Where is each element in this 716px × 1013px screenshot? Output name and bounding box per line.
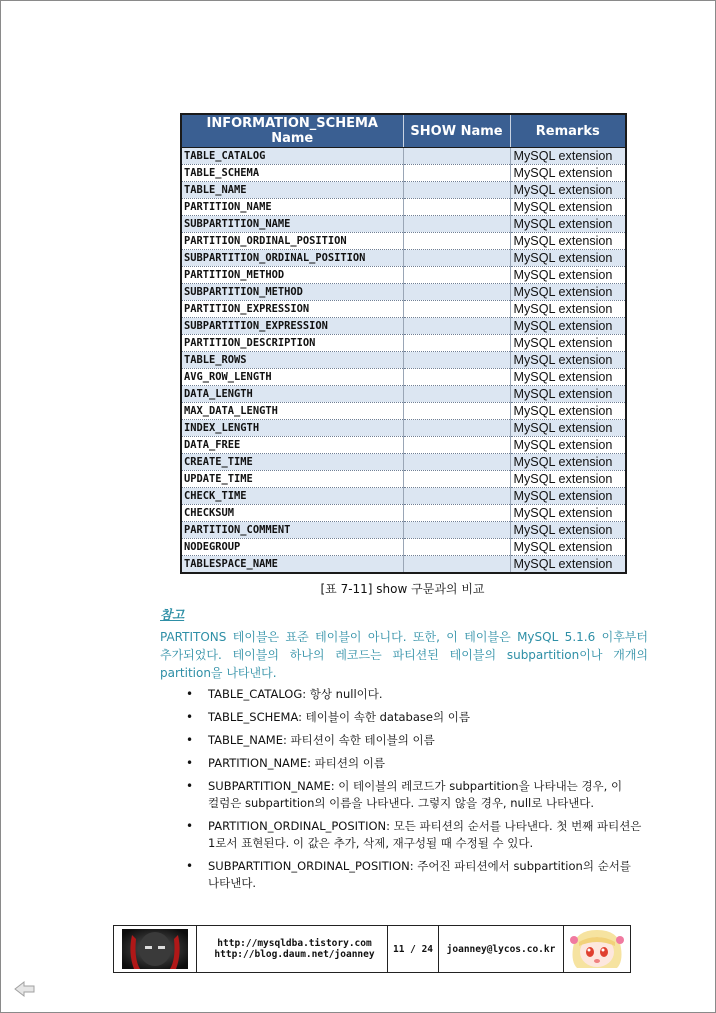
table-row (181, 165, 626, 182)
table-row (181, 420, 626, 437)
cell-show-name (403, 335, 510, 352)
bullet-icon: • (186, 710, 194, 724)
cell-schema-name: PARTITION_METHOD (181, 267, 403, 284)
footer-left-image-cell (114, 926, 197, 972)
cell-remarks: MySQL extension (510, 505, 626, 522)
cell-remarks: MySQL extension (510, 165, 626, 182)
table-row (181, 199, 626, 216)
cell-remarks: MySQL extension (510, 182, 626, 199)
footer-blog-links (197, 926, 388, 972)
cell-show-name (403, 420, 510, 437)
bullet-icon: • (186, 687, 194, 701)
cell-show-name (403, 488, 510, 505)
cell-show-name (403, 539, 510, 556)
cartoon-girl-avatar-icon (565, 928, 629, 970)
cell-show-name (403, 454, 510, 471)
cell-show-name (403, 182, 510, 199)
cell-show-name (403, 165, 510, 182)
table-row (181, 233, 626, 250)
list-item-text: PARTITION_ORDINAL_POSITION: 모든 파티션의 순서를 나타낸다. 첫 번째 파티션은 1로서 표현된다. 이 값은 추가, 삭제, 재구성될 때 수정될 수 있다. (208, 819, 642, 850)
cell-schema-name: PARTITION_NAME (181, 199, 403, 216)
table-caption: [표 7-11] show 구문과의 비교 (320, 582, 485, 596)
page-number: 11 / 24 (388, 926, 439, 972)
list-item-text: TABLE_CATALOG: 항상 null이다. (208, 687, 383, 701)
list-item (160, 709, 644, 726)
cell-show-name (403, 148, 510, 165)
cell-show-name (403, 199, 510, 216)
blog-link-daum[interactable]: http://blog.daum.net/joanney (214, 949, 375, 960)
cell-remarks: MySQL extension (510, 539, 626, 556)
cell-schema-name: TABLESPACE_NAME (181, 556, 403, 574)
page-footer (113, 925, 631, 973)
table-row (181, 505, 626, 522)
table-row (181, 522, 626, 539)
back-arrow-icon[interactable] (14, 980, 36, 998)
footer-right-image-cell (564, 926, 630, 972)
cell-show-name (403, 369, 510, 386)
cell-schema-name: SUBPARTITION_EXPRESSION (181, 318, 403, 335)
cell-schema-name: TABLE_NAME (181, 182, 403, 199)
table-row (181, 216, 626, 233)
cell-schema-name: SUBPARTITION_NAME (181, 216, 403, 233)
cell-schema-name: TABLE_CATALOG (181, 148, 403, 165)
list-item (160, 755, 644, 772)
cell-schema-name: UPDATE_TIME (181, 471, 403, 488)
list-item (160, 732, 644, 749)
bullet-icon: • (186, 756, 194, 770)
cell-remarks: MySQL extension (510, 148, 626, 165)
table-row (181, 284, 626, 301)
cell-schema-name: NODEGROUP (181, 539, 403, 556)
table-row (181, 352, 626, 369)
table-row (181, 471, 626, 488)
cell-show-name (403, 284, 510, 301)
header-show-name: SHOW Name (403, 114, 510, 148)
cell-schema-name: DATA_FREE (181, 437, 403, 454)
cell-schema-name: CREATE_TIME (181, 454, 403, 471)
table-body (181, 148, 626, 574)
cell-remarks: MySQL extension (510, 335, 626, 352)
cell-remarks: MySQL extension (510, 233, 626, 250)
cell-schema-name: CHECK_TIME (181, 488, 403, 505)
cell-remarks: MySQL extension (510, 216, 626, 233)
partitions-comparison-table (180, 113, 627, 574)
list-item-text: PARTITION_NAME: 파티션의 이름 (208, 756, 385, 770)
table-row (181, 539, 626, 556)
cell-remarks: MySQL extension (510, 522, 626, 539)
cell-schema-name: DATA_LENGTH (181, 386, 403, 403)
cell-schema-name: INDEX_LENGTH (181, 420, 403, 437)
table-row (181, 488, 626, 505)
cell-remarks: MySQL extension (510, 352, 626, 369)
list-item-text: SUBPARTITION_ORDINAL_POSITION: 주어진 파티션에서 subpartition의 순서를 나타낸다. (208, 859, 631, 890)
cell-remarks: MySQL extension (510, 284, 626, 301)
list-item-text: TABLE_NAME: 파티션이 속한 테이블의 이름 (208, 733, 435, 747)
cell-schema-name: PARTITION_EXPRESSION (181, 301, 403, 318)
bullet-icon: • (186, 733, 194, 747)
table-row (181, 403, 626, 420)
cell-show-name (403, 250, 510, 267)
cell-remarks: MySQL extension (510, 267, 626, 284)
cell-show-name (403, 556, 510, 574)
table-row (181, 335, 626, 352)
table-row (181, 454, 626, 471)
cell-schema-name: MAX_DATA_LENGTH (181, 403, 403, 420)
cell-remarks: MySQL extension (510, 454, 626, 471)
list-item-text: SUBPARTITION_NAME: 이 테이블의 레코드가 subpartition을 나타내는 경우, 이 컬럼은 subpartition의 이름을 나타낸다. 그렇지 않을 경우, null로 나타낸다. (208, 779, 623, 810)
cell-remarks: MySQL extension (510, 556, 626, 574)
note-body: PARTITONS 테이블은 표준 테이블이 아니다. 또한, 이 테이블은 MySQL 5.1.6 이후부터 추가되었다. 테이블의 하나의 레코드는 파티션된 테이블의 subpartition이나 개개의 partition을 나타낸다. (160, 630, 648, 680)
blog-link-tistory[interactable]: http://mysqldba.tistory.com (217, 938, 372, 949)
table-row (181, 182, 626, 199)
list-item (160, 818, 644, 852)
table-row (181, 369, 626, 386)
cell-show-name (403, 216, 510, 233)
table-row (181, 437, 626, 454)
cell-remarks: MySQL extension (510, 437, 626, 454)
cell-show-name (403, 437, 510, 454)
table-row (181, 267, 626, 284)
cell-show-name (403, 352, 510, 369)
table-header-row (181, 114, 626, 148)
cell-remarks: MySQL extension (510, 199, 626, 216)
field-description-list (160, 686, 644, 898)
cell-remarks: MySQL extension (510, 403, 626, 420)
table-row (181, 318, 626, 335)
cell-remarks: MySQL extension (510, 471, 626, 488)
list-item-text: TABLE_SCHEMA: 테이블이 속한 database의 이름 (208, 710, 470, 724)
cell-show-name (403, 386, 510, 403)
table-row (181, 250, 626, 267)
cell-schema-name: TABLE_ROWS (181, 352, 403, 369)
cell-show-name (403, 403, 510, 420)
cell-remarks: MySQL extension (510, 301, 626, 318)
list-item (160, 858, 644, 892)
cell-schema-name: PARTITION_ORDINAL_POSITION (181, 233, 403, 250)
cell-show-name (403, 471, 510, 488)
table-row (181, 386, 626, 403)
cell-show-name (403, 522, 510, 539)
note-title: 참고 (160, 607, 185, 622)
cell-schema-name: PARTITION_DESCRIPTION (181, 335, 403, 352)
cell-remarks: MySQL extension (510, 318, 626, 335)
cell-schema-name: AVG_ROW_LENGTH (181, 369, 403, 386)
list-item (160, 778, 644, 812)
header-information-schema-name: INFORMATION_SCHEMA Name (181, 114, 403, 148)
bullet-icon: • (186, 779, 194, 793)
cell-show-name (403, 505, 510, 522)
table-row (181, 556, 626, 574)
author-email[interactable]: joanney@lycos.co.kr (439, 926, 564, 972)
header-remarks: Remarks (510, 114, 626, 148)
dark-character-avatar-icon (122, 929, 188, 969)
cell-schema-name: TABLE_SCHEMA (181, 165, 403, 182)
cell-remarks: MySQL extension (510, 250, 626, 267)
bullet-icon: • (186, 859, 194, 873)
cell-show-name (403, 318, 510, 335)
cell-remarks: MySQL extension (510, 488, 626, 505)
cell-show-name (403, 233, 510, 250)
list-item (160, 686, 644, 703)
cell-show-name (403, 301, 510, 318)
table-row (181, 301, 626, 318)
cell-remarks: MySQL extension (510, 420, 626, 437)
cell-remarks: MySQL extension (510, 369, 626, 386)
cell-schema-name: SUBPARTITION_ORDINAL_POSITION (181, 250, 403, 267)
bullet-icon: • (186, 819, 194, 833)
cell-schema-name: PARTITION_COMMENT (181, 522, 403, 539)
cell-schema-name: SUBPARTITION_METHOD (181, 284, 403, 301)
cell-remarks: MySQL extension (510, 386, 626, 403)
cell-show-name (403, 267, 510, 284)
cell-schema-name: CHECKSUM (181, 505, 403, 522)
table-row (181, 148, 626, 165)
